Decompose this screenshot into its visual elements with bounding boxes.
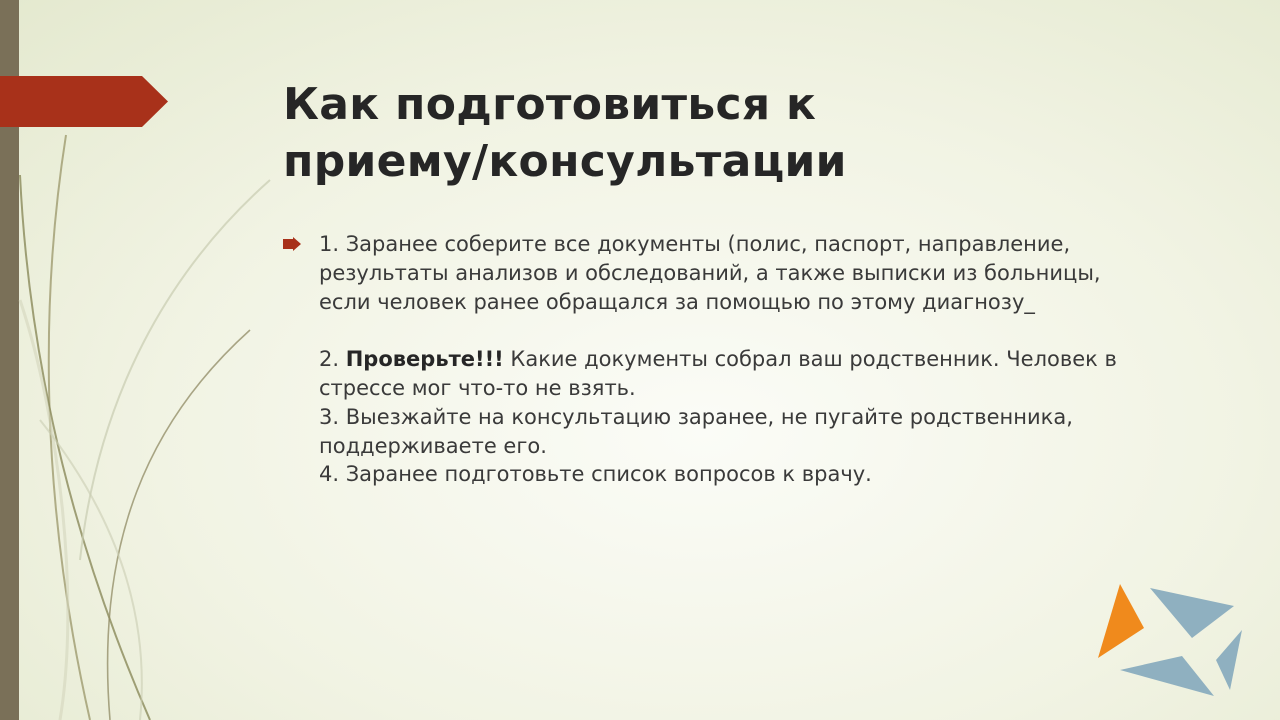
item-2-emphasis: Проверьте!!! (345, 347, 504, 372)
arrow-bullet-icon (283, 237, 301, 251)
instruction-text (319, 230, 1193, 489)
item-3-line-1: 3. Выезжайте на консультацию заранее, не пугайте родственника, (319, 404, 1073, 429)
triangles-logo-icon (1092, 578, 1262, 703)
slide-title-line-2: приему/консультации (283, 136, 847, 187)
instruction-list (283, 230, 1193, 489)
slide-title (283, 76, 1183, 190)
title-accent-arrow (0, 76, 168, 127)
item-2-prefix: 2. (319, 347, 346, 372)
item-2-line-2: стрессе мог что-то не взять. (319, 375, 636, 400)
item-2-line-1 (319, 345, 1193, 374)
item-1-line-3: если человек ранее обращался за помощью по этому диагнозу_ (319, 289, 1035, 314)
item-1-line-2: результаты анализов и обследований, а также выписки из больницы, (319, 260, 1101, 285)
item-2-rest: Какие документы собрал ваш родственник. Человек в (503, 347, 1117, 372)
paragraph-gap (319, 316, 1193, 345)
item-3-line-2: поддерживаете его. (319, 433, 547, 458)
item-1-line-1: 1. Заранее соберите все документы (полис, паспорт, направление, (319, 232, 1071, 256)
slide-title-line-1: Как подготовиться к (283, 79, 817, 130)
item-4-line: 4. Заранее подготовьте список вопросов к врачу. (319, 462, 872, 487)
